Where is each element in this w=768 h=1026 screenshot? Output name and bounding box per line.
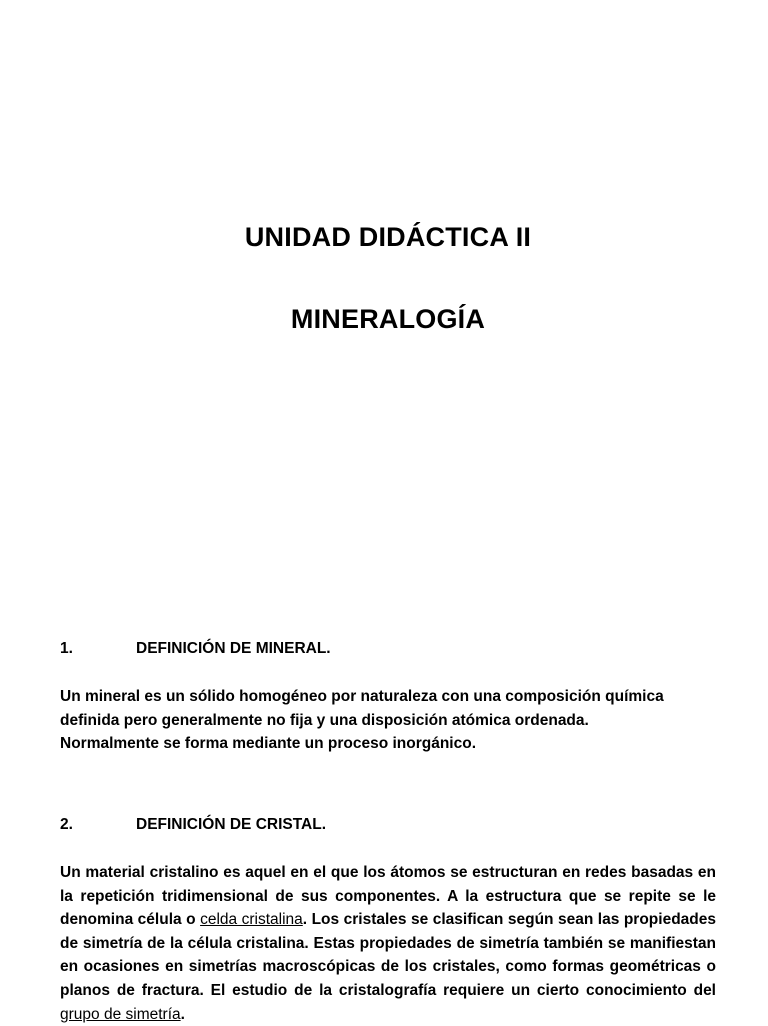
paragraph-text: . (180, 1005, 185, 1023)
paragraph-text: Un material cristalino es aquel en el que los átomos se estructuran en redes basadas en la repetición tridimensional de sus componentes. A la estructura que se repite se le denomina célula o (60, 864, 716, 929)
paragraph-mineral-definition (60, 685, 716, 756)
link-celda-cristalina[interactable]: celda cristalina (200, 911, 303, 929)
paragraph-cristal-definition (60, 861, 716, 1026)
paragraph-line: Normalmente se forma mediante un proceso inorgánico. (60, 735, 477, 753)
document-subtitle: MINERALOGÍA (290, 304, 486, 334)
paragraph-text: . Los cristales se clasifican según sean las propiedades de simetría de la célula cristalina. Estas propiedades de simetría también se manifiestan en ocasiones en simetrías macroscópicas de los cristales, como formas geométricas o planos de fractura. El estudio de la cristalografía requiere un cierto conocimiento del (60, 911, 717, 999)
section-heading-cristal (60, 816, 326, 834)
paragraph-line: Un mineral es un sólido homogéneo por naturaleza con una composición química (60, 688, 664, 705)
link-grupo-de-simetria[interactable]: grupo de simetría (60, 1005, 181, 1023)
section-number: 2. (60, 816, 73, 833)
section-title: DEFINICIÓN DE MINERAL. (136, 640, 331, 657)
section-number: 1. (60, 640, 73, 657)
section-title: DEFINICIÓN DE CRISTAL. (136, 816, 327, 833)
section-heading-mineral (60, 640, 331, 658)
document-title: UNIDAD DIDÁCTICA II (244, 222, 532, 252)
paragraph-line: definida pero generalmente no fija y una disposición atómica ordenada. (60, 711, 589, 729)
